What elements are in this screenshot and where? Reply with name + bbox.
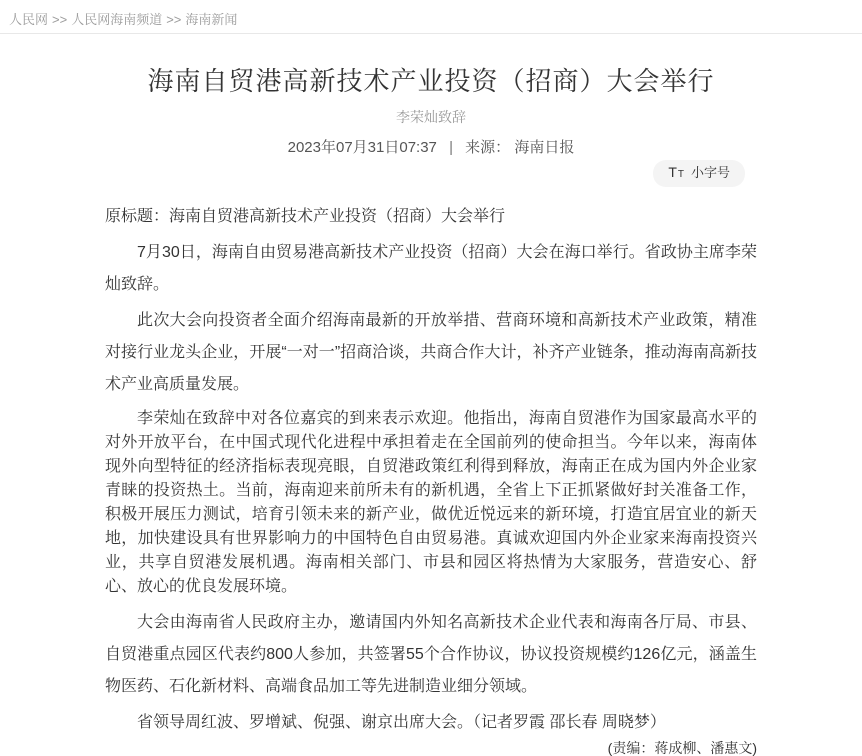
- publish-date: 2023年07月31日07:37: [287, 139, 437, 156]
- article-paragraph: 大会由海南省人民政府主办，邀请国内外知名高新技术企业代表和海南各厅局、市县、自贸港重点园区代表约800人参加，共签署55个合作协议，协议投资规模约126亿元，涵盖生物医药、石化新材料、高端食品加工等先进制造业细分领域。: [105, 614, 757, 695]
- breadcrumb-link[interactable]: 人民网海南频道: [71, 12, 163, 27]
- font-size-button[interactable]: [653, 160, 745, 187]
- top-divider: [0, 33, 862, 34]
- source-label: 来源：: [465, 139, 511, 156]
- article: [105, 64, 757, 755]
- source-link[interactable]: 海南日报: [514, 139, 575, 156]
- breadcrumb-separator: >>: [52, 12, 68, 27]
- toolbar: [105, 160, 757, 187]
- breadcrumb-link[interactable]: 人民网: [9, 12, 49, 27]
- editor-note: (责编：蒋成柳、潘惠文): [607, 740, 757, 756]
- article-title: 海南自贸港高新技术产业投资（招商）大会举行: [147, 66, 715, 96]
- article-meta: [105, 138, 757, 158]
- meta-separator: |: [449, 139, 453, 156]
- breadcrumb-separator: >>: [166, 12, 182, 27]
- breadcrumb: [0, 0, 862, 30]
- original-title-line: 原标题：海南自贸港高新技术产业投资（招商）大会举行: [105, 208, 506, 225]
- article-paragraph: 此次大会向投资者全面介绍海南最新的开放举措、营商环境和高新技术产业政策，精准对接行业龙头企业，开展“一对一”招商洽谈，共商合作大计，补齐产业链条，推动海南高新技术产业高质量发展。: [105, 312, 757, 393]
- article-paragraphs: [105, 237, 757, 739]
- article-paragraph: 7月30日，海南自由贸易港高新技术产业投资（招商）大会在海口举行。省政协主席李荣灿致辞。: [105, 244, 757, 293]
- font-size-label: 小字号: [690, 165, 730, 180]
- article-body: [105, 201, 757, 755]
- font-size-icon: T: [668, 164, 677, 180]
- font-size-icon-small: T: [677, 169, 684, 180]
- article-subtitle: 李荣灿致辞: [396, 109, 466, 125]
- breadcrumb-link[interactable]: 海南新闻: [185, 12, 238, 27]
- article-paragraph: 省领导周红波、罗增斌、倪强、谢京出席大会。（记者罗霞 邵长春 周晓梦）: [137, 714, 666, 731]
- article-paragraph: 李荣灿在致辞中对各位嘉宾的到来表示欢迎。他指出，海南自贸港作为国家最高水平的对外开放平台，在中国式现代化进程中承担着走在全国前列的使命担当。今年以来，海南体现外向型特征的经济指标表现亮眼，自贸港政策红利得到释放，海南正在成为国内外企业家青睐的投资热土。当前，海南迎来前所未有的新机遇，全省上下正抓紧做好封关准备工作，积极开展压力测试，培育引领未来的新产业，做优近悦远来的新环境，打造宜居宜业的新天地，加快建设具有世界影响力的中国特色自由贸易港。真诚欢迎国内外企业家来海南投资兴业，共享自贸港发展机遇。海南相关部门、市县和园区将热情为大家服务，营造安心、舒心、放心的优良发展环境。: [105, 410, 757, 595]
